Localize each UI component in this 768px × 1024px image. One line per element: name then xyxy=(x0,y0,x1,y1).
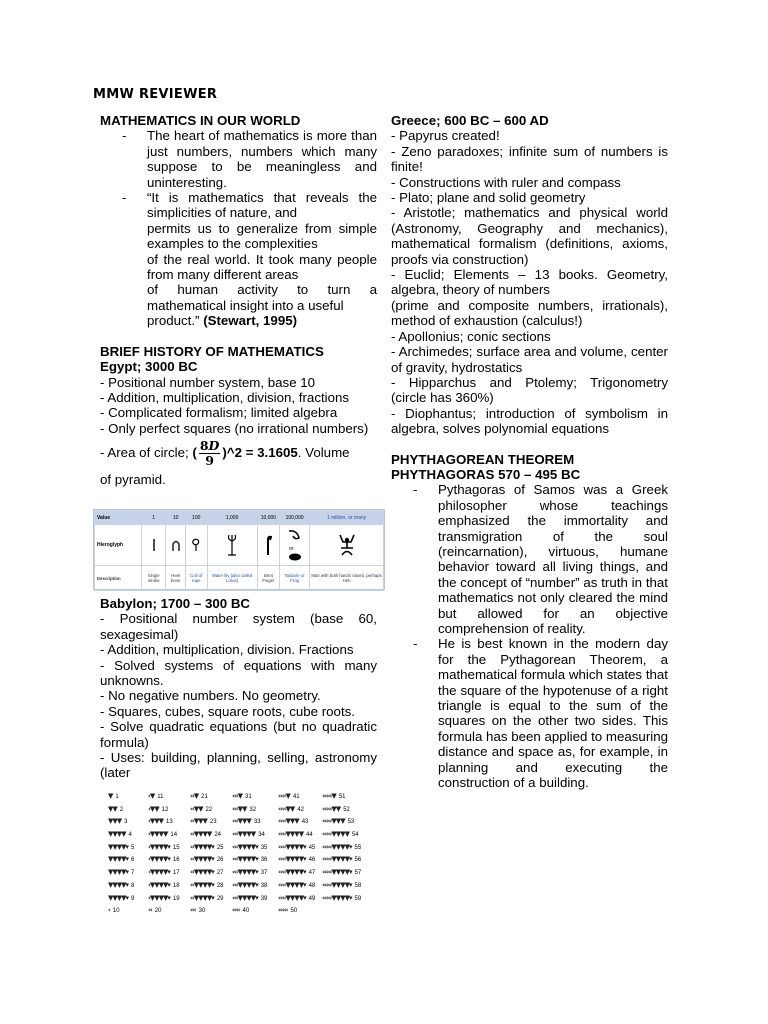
greece-item: - Constructions with ruler and compass xyxy=(391,174,621,190)
bullet-text: He is best known in the modern day for the Pythagorean Theorem, a mathematical formula which states that the square of the hypotenuse of a right triangle is equal to the sum of the squares on the other two sides. This formula has been applied to measuring distance and space as, for example, in planning and executing the construction of a building. xyxy=(438,636,668,791)
value-cell: 100,000 xyxy=(280,511,310,525)
numeral-column xyxy=(278,790,315,917)
value-cell: 10,000 xyxy=(257,511,279,525)
numeral-cell xyxy=(148,866,180,879)
numeral-cell xyxy=(190,892,224,905)
numeral-cell xyxy=(322,841,361,854)
numeral-value: 59 xyxy=(354,895,362,902)
section-title-math-world: MATHEMATICS IN OUR WORLD xyxy=(100,113,301,128)
cuneiform-glyph-icon: ‹‹‹‹▼▼▼▼▾ xyxy=(278,880,306,889)
bullet-heart-of-math xyxy=(100,128,377,190)
cuneiform-glyph-icon: ‹‹‹‹▼▼▼▼▾ xyxy=(278,868,306,877)
quote-line: permits us to generalize from simple examples to the complexities xyxy=(147,220,377,252)
numeral-value: 20 xyxy=(154,908,162,915)
numeral-cell xyxy=(108,853,134,866)
numeral-cell xyxy=(232,892,267,905)
section-title-history: BRIEF HISTORY OF MATHEMATICS xyxy=(100,343,324,359)
page-title: MMW REVIEWER xyxy=(93,87,218,102)
svg-text:or: or xyxy=(288,546,294,552)
greece-title: Greece; 600 BC – 600 AD xyxy=(391,113,549,128)
numeral-value: 28 xyxy=(216,882,224,889)
cuneiform-glyph-icon: ‹ xyxy=(108,906,110,915)
left-column xyxy=(100,113,377,488)
lotus-glyph-icon xyxy=(207,525,257,566)
area-continuation: of pyramid. xyxy=(100,472,166,488)
numeral-value: 36 xyxy=(260,857,268,864)
numeral-cell xyxy=(190,815,224,828)
numeral-cell xyxy=(278,790,315,803)
cuneiform-glyph-icon: ‹‹ xyxy=(148,906,152,915)
numeral-value: 58 xyxy=(354,882,362,889)
heh-figure-glyph-icon xyxy=(310,525,384,566)
numeral-value: 24 xyxy=(214,832,221,839)
numeral-cell xyxy=(278,815,315,828)
greece-item: (prime and composite numbers, irrationals), method of exhaustion (calculus!) xyxy=(391,297,668,329)
greece-item: - Plato; plane and solid geometry xyxy=(391,190,586,206)
cuneiform-glyph-icon: ‹‹‹‹‹▼▼▼▼▾ xyxy=(322,842,352,851)
numeral-cell xyxy=(232,866,267,879)
bent-finger-glyph-icon xyxy=(257,525,279,566)
babylon-section xyxy=(100,596,377,781)
value-cell: 1,000 xyxy=(207,511,257,525)
quote-line: product.” (Stewart, 1995) xyxy=(147,313,298,329)
numeral-cell xyxy=(322,803,361,816)
value-cell: 100 xyxy=(185,511,207,525)
numeral-cell xyxy=(232,790,267,803)
numeral-value: 43 xyxy=(301,819,309,826)
cuneiform-glyph-icon: ‹‹‹‹‹▼▼▼ xyxy=(322,817,345,826)
numeral-value: 48 xyxy=(308,882,316,889)
egypt-item: - Positional number system, base 10 xyxy=(100,374,316,390)
numeral-value: 10 xyxy=(112,908,120,915)
description-cell: Single stroke xyxy=(142,566,166,591)
bullet-text: The heart of mathematics is more than just numbers, numbers which many suppose to be meaningless and uninteresting. xyxy=(147,128,377,190)
greece-item: - Hipparchus and Ptolemy; Trigonometry (circle has 360%) xyxy=(391,374,668,406)
numeral-cell xyxy=(190,790,224,803)
numeral-value: 23 xyxy=(209,819,217,826)
cuneiform-glyph-icon: ‹‹‹▼ xyxy=(232,792,243,800)
numeral-value: 40 xyxy=(242,908,250,915)
numeral-cell xyxy=(278,841,315,854)
value-cell: 10 xyxy=(166,511,186,525)
numeral-value: 51 xyxy=(338,794,346,800)
numeral-value: 39 xyxy=(260,895,268,902)
area-of-circle-line: - Area of circle; ( $\frac{8D}{9}$ )^2 = 3.1605. Volume xyxy=(100,438,350,469)
numeral-value: 46 xyxy=(308,857,316,864)
numeral-cell xyxy=(108,892,134,905)
numeral-cell xyxy=(322,790,361,803)
description-cell: Tadpole or Frog xyxy=(280,566,310,591)
numeral-cell xyxy=(322,828,361,841)
cuneiform-glyph-icon: ‹‹‹▼▼▼▼▾ xyxy=(232,855,258,864)
numeral-value: 52 xyxy=(343,806,350,813)
numeral-cell xyxy=(148,790,180,803)
numeral-column xyxy=(190,790,224,917)
numeral-cell xyxy=(232,803,267,816)
cuneiform-glyph-icon: ‹‹‹‹‹▼▼▼▼▾ xyxy=(322,855,352,864)
pythagoras-title: PHYTHAGORAS 570 – 495 BC xyxy=(391,466,581,482)
numeral-value: 3 xyxy=(124,819,128,826)
egypt-item: - Complicated formalism; limited algebra xyxy=(100,405,338,421)
numeral-cell xyxy=(108,790,134,803)
cuneiform-glyph-icon: ‹‹▼ xyxy=(190,792,199,800)
bullet-dash: - xyxy=(122,190,127,206)
cuneiform-glyph-icon: ‹‹▼▼▼▼▾ xyxy=(190,868,214,877)
numeral-cell xyxy=(190,828,224,841)
numeral-cell xyxy=(278,879,315,892)
numeral-value: 27 xyxy=(216,870,224,877)
numeral-cell xyxy=(278,904,315,917)
numeral-value: 1 xyxy=(115,794,119,800)
egyptian-hieroglyph-table xyxy=(93,509,385,590)
numeral-value: 56 xyxy=(354,857,362,864)
numeral-value: 2 xyxy=(119,806,124,813)
greece-item: - Aristotle; mathematics and physical world (Astronomy, Geography and mechanics), mathematical formalism (definitions, axioms, proofs via construction) xyxy=(391,205,668,267)
numeral-value: 17 xyxy=(172,870,180,877)
description-cell: Water lily (also called Lotus) xyxy=(207,566,257,591)
cuneiform-glyph-icon: ‹‹‹‹▼▼ xyxy=(278,804,295,813)
numeral-value: 4 xyxy=(128,832,132,839)
egypt-item: - Addition, multiplication, division, fractions xyxy=(100,389,350,405)
cuneiform-glyph-icon: ‹‹‹‹‹▼▼▼▼▾ xyxy=(322,868,352,877)
numeral-value: 29 xyxy=(216,895,224,902)
cuneiform-glyph-icon: ▼▼ xyxy=(108,804,117,813)
egypt-item: - Only perfect squares (no irrational numbers) xyxy=(100,420,369,436)
numeral-cell xyxy=(148,828,180,841)
bullet-pythagoras-bio xyxy=(391,482,668,636)
numeral-value: 31 xyxy=(245,794,252,800)
numeral-value: 16 xyxy=(172,857,180,864)
numeral-cell xyxy=(108,879,134,892)
stroke-glyph-icon xyxy=(142,525,166,566)
numeral-cell xyxy=(108,815,134,828)
cuneiform-glyph-icon: ‹‹▼▼▼▼▾ xyxy=(190,880,214,889)
quote-line: of the real world. It took many people from many different areas xyxy=(147,251,377,283)
cuneiform-glyph-icon: ‹‹‹▼▼▼▼▾ xyxy=(232,868,258,877)
cuneiform-glyph-icon: ‹▼ xyxy=(148,792,155,800)
numeral-cell xyxy=(322,866,361,879)
numeral-value: 12 xyxy=(161,806,169,813)
numeral-value: 18 xyxy=(172,882,180,889)
bullet-stewart-quote xyxy=(100,190,377,329)
cuneiform-glyph-icon: ‹‹‹‹‹▼ xyxy=(322,792,336,800)
numeral-value: 38 xyxy=(260,882,268,889)
cuneiform-glyph-icon: ‹‹‹▼▼▼▼▾ xyxy=(232,842,258,851)
numeral-cell xyxy=(278,853,315,866)
numeral-cell xyxy=(278,866,315,879)
cuneiform-glyph-icon: ‹‹▼▼▼ xyxy=(190,817,207,826)
cuneiform-glyph-icon: ‹‹‹▼▼▼▼▾ xyxy=(232,893,258,902)
numeral-cell xyxy=(148,892,180,905)
cuneiform-glyph-icon: ‹‹‹‹▼▼▼▼▾ xyxy=(278,842,306,851)
cuneiform-glyph-icon: ‹‹‹‹▼ xyxy=(278,792,290,800)
bullet-dash: - xyxy=(413,636,418,652)
numeral-value: 15 xyxy=(172,844,180,851)
numeral-cell xyxy=(278,892,315,905)
numeral-value: 50 xyxy=(290,908,298,915)
numeral-value: 32 xyxy=(249,806,257,813)
numeral-cell xyxy=(190,879,224,892)
numeral-cell xyxy=(232,853,267,866)
greece-item: - Euclid; Elements – 13 books. Geometry, algebra, theory of numbers xyxy=(391,267,668,298)
babylon-item: - Squares, cubes, square roots, cube roots. xyxy=(100,703,355,719)
numeral-cell xyxy=(232,828,267,841)
numeral-value: 55 xyxy=(354,844,362,851)
numeral-cell xyxy=(190,853,224,866)
pythagorean-title: PHYTHAGOREAN THEOREM xyxy=(391,451,575,467)
numeral-cell xyxy=(322,815,361,828)
numeral-value: 41 xyxy=(292,794,300,800)
cuneiform-glyph-icon: ‹▼▼▼▼▾ xyxy=(148,842,170,851)
numeral-cell xyxy=(322,853,361,866)
cuneiform-glyph-icon: ‹‹‹‹‹ xyxy=(278,906,288,915)
egypt-title: Egypt; 3000 BC xyxy=(100,359,198,375)
cuneiform-glyph-icon: ‹▼▼▼▼ xyxy=(148,830,168,839)
numeral-value: 45 xyxy=(308,844,316,851)
value-cell: 1 million, or many xyxy=(310,511,384,525)
description-cell: Heel bone xyxy=(166,566,186,591)
cuneiform-glyph-icon: ‹‹‹‹▼▼▼▼ xyxy=(278,830,304,839)
numeral-cell xyxy=(278,828,315,841)
cuneiform-glyph-icon: ▼▼▼ xyxy=(108,817,122,826)
numeral-cell xyxy=(190,866,224,879)
babylon-item: - Positional number system (base 60, sexagesimal) xyxy=(100,611,377,642)
numeral-value: 49 xyxy=(308,895,316,902)
numeral-value: 57 xyxy=(354,870,362,877)
numeral-cell xyxy=(322,879,361,892)
numeral-value: 13 xyxy=(166,819,173,826)
fraction: $\frac{8D}{9}$ xyxy=(199,438,220,469)
row-label-value: Value xyxy=(95,511,142,525)
numeral-value: 35 xyxy=(260,844,268,851)
bullet-dash: - xyxy=(413,482,418,498)
citation: (Stewart, 1995) xyxy=(203,313,298,329)
numeral-column xyxy=(232,790,267,917)
numeral-value: 5 xyxy=(131,844,135,851)
numeral-value: 21 xyxy=(201,794,208,800)
cuneiform-glyph-icon: ‹‹‹‹ xyxy=(232,906,240,915)
description-cell: Man with both hands raised, perhaps Heh xyxy=(310,566,384,591)
numeral-value: 9 xyxy=(131,895,135,902)
cuneiform-glyph-icon: ▼ xyxy=(108,792,113,800)
tadpole-glyph-icon xyxy=(280,525,310,566)
cuneiform-glyph-icon: ‹▼▼ xyxy=(148,804,159,813)
numeral-cell xyxy=(190,904,224,917)
numeral-value: 26 xyxy=(216,857,224,864)
cuneiform-glyph-icon: ‹‹‹‹▼▼▼▼▾ xyxy=(278,855,306,864)
numeral-cell xyxy=(148,879,180,892)
cuneiform-glyph-icon: ‹‹▼▼▼▼▾ xyxy=(190,855,214,864)
numeral-cell xyxy=(148,904,180,917)
quote-line: of human activity to turn a mathematical insight into a useful xyxy=(147,282,377,313)
greece-item: - Zeno paradoxes; infinite sum of numbers is finite! xyxy=(391,143,668,175)
cuneiform-glyph-icon: ‹‹‹ xyxy=(190,906,196,915)
greece-item: - Diophantus; introduction of symbolism in algebra, solves polynomial equations xyxy=(391,405,668,437)
greece-item: - Archimedes; surface area and volume, center of gravity, hydrostatics xyxy=(391,344,668,375)
cuneiform-glyph-icon: ‹▼▼▼▼▾ xyxy=(148,880,170,889)
numeral-cell xyxy=(232,904,267,917)
numeral-value: 6 xyxy=(131,857,135,864)
numeral-cell xyxy=(232,879,267,892)
cuneiform-glyph-icon: ‹‹‹‹‹▼▼▼▼▾ xyxy=(322,880,352,889)
numeral-value: 7 xyxy=(131,870,135,877)
description-cell: Coil of rope xyxy=(185,566,207,591)
cuneiform-glyph-icon: ▼▼▼▼ xyxy=(108,830,126,839)
right-column xyxy=(391,113,668,790)
numeral-value: 42 xyxy=(297,806,304,813)
cuneiform-glyph-icon: ‹‹‹▼▼▼▼▾ xyxy=(232,880,258,889)
cuneiform-glyph-icon: ‹▼▼▼▼▾ xyxy=(148,893,170,902)
cuneiform-glyph-icon: ‹‹▼▼▼▼ xyxy=(190,830,212,839)
numeral-column xyxy=(322,790,361,904)
row-label-hieroglyph: Hieroglyph xyxy=(95,525,142,566)
quote-line: “It is mathematics that reveals the simplicities of nature, and xyxy=(147,190,377,221)
numeral-cell xyxy=(322,892,361,905)
row-label-description: Description xyxy=(95,566,142,591)
cuneiform-glyph-icon: ‹‹▼▼▼▼▾ xyxy=(190,893,214,902)
cuneiform-glyph-icon: ▼▼▼▼▾ xyxy=(108,880,129,889)
numeral-column xyxy=(108,790,134,917)
numeral-cell xyxy=(108,904,134,917)
numeral-cell xyxy=(148,815,180,828)
babylonian-numerals-chart xyxy=(108,790,366,930)
numeral-cell xyxy=(190,803,224,816)
numeral-value: 11 xyxy=(157,794,164,800)
babylon-item: - Addition, multiplication, division. Fractions xyxy=(100,642,354,658)
cuneiform-glyph-icon: ‹‹‹‹▼▼▼▼▾ xyxy=(278,893,306,902)
cuneiform-glyph-icon: ▼▼▼▼▾ xyxy=(108,893,129,902)
numeral-value: 22 xyxy=(205,806,213,813)
numeral-value: 47 xyxy=(308,870,316,877)
bullet-dash: - xyxy=(122,128,127,144)
numeral-value: 8 xyxy=(131,882,135,889)
numeral-cell xyxy=(232,841,267,854)
numeral-value: 37 xyxy=(260,870,268,877)
cuneiform-glyph-icon: ‹‹‹‹‹▼▼▼▼▾ xyxy=(322,893,352,902)
numeral-cell xyxy=(108,828,134,841)
cuneiform-glyph-icon: ‹▼▼▼▼▾ xyxy=(148,855,170,864)
babylon-title: Babylon; 1700 – 300 BC xyxy=(100,596,251,611)
cuneiform-glyph-icon: ‹‹‹▼▼▼▼ xyxy=(232,830,256,839)
numeral-value: 25 xyxy=(216,844,224,851)
cuneiform-glyph-icon: ▼▼▼▼▾ xyxy=(108,868,129,877)
cuneiform-glyph-icon: ‹‹▼▼ xyxy=(190,804,203,813)
cuneiform-glyph-icon: ‹‹▼▼▼▼▾ xyxy=(190,842,214,851)
numeral-cell xyxy=(108,866,134,879)
cuneiform-glyph-icon: ‹‹‹▼▼ xyxy=(232,804,247,813)
cuneiform-glyph-icon: ‹‹‹▼▼▼ xyxy=(232,817,251,826)
numeral-cell xyxy=(108,803,134,816)
numeral-cell xyxy=(148,803,180,816)
babylon-item: - Solve quadratic equations (but no quadratic formula) xyxy=(100,719,377,750)
cuneiform-glyph-icon: ▼▼▼▼▾ xyxy=(108,842,129,851)
numeral-cell xyxy=(232,815,267,828)
numeral-value: 14 xyxy=(170,832,178,839)
greece-item: - Apollonius; conic sections xyxy=(391,328,551,344)
cuneiform-glyph-icon: ▼▼▼▼▾ xyxy=(108,855,129,864)
numeral-cell xyxy=(190,841,224,854)
cuneiform-glyph-icon: ‹‹‹‹▼▼▼ xyxy=(278,817,299,826)
heel-bone-glyph-icon xyxy=(166,525,186,566)
area-formula: ( $\frac{8D}{9}$ )^2 = 3.1605 xyxy=(192,438,298,469)
numeral-value: 44 xyxy=(306,832,313,839)
babylon-item: - Solved systems of equations with many unknowns. xyxy=(100,657,377,689)
bullet-text: Pythagoras of Samos was a Greek philosopher whose teachings emphasized the immortality and transmigration of the soul (reincarnation), virtuous, humane behavior toward all living things, and the concept of “number” as truth in that mathematics not only cleared the mind but allowed for an objective comprehension of reality. xyxy=(438,482,668,636)
numeral-value: 19 xyxy=(172,895,180,902)
numeral-cell xyxy=(108,841,134,854)
numeral-value: 53 xyxy=(347,819,355,826)
numeral-value: 30 xyxy=(198,908,206,915)
numeral-column xyxy=(148,790,180,917)
numeral-value: 34 xyxy=(258,832,265,839)
numeral-cell xyxy=(148,853,180,866)
numeral-value: 54 xyxy=(351,832,359,839)
cuneiform-glyph-icon: ‹▼▼▼▼▾ xyxy=(148,868,170,877)
numeral-cell xyxy=(148,841,180,854)
cuneiform-glyph-icon: ‹▼▼▼ xyxy=(148,817,164,826)
value-cell: 1 xyxy=(142,511,166,525)
babylon-item: - Uses: building, planning, selling, astronomy (later xyxy=(100,750,377,781)
cuneiform-glyph-icon: ‹‹‹‹‹▼▼▼▼ xyxy=(322,830,349,839)
numeral-cell xyxy=(278,803,315,816)
bullet-pythagorean-theorem xyxy=(391,636,668,790)
coil-rope-glyph-icon xyxy=(185,525,207,566)
cuneiform-glyph-icon: ‹‹‹‹‹▼▼ xyxy=(322,804,341,813)
numeral-value: 33 xyxy=(253,819,261,826)
greece-item: - Papyrus created! xyxy=(391,128,500,144)
babylon-item: - No negative numbers. No geometry. xyxy=(100,688,321,704)
description-cell: Bent Finger xyxy=(257,566,279,591)
